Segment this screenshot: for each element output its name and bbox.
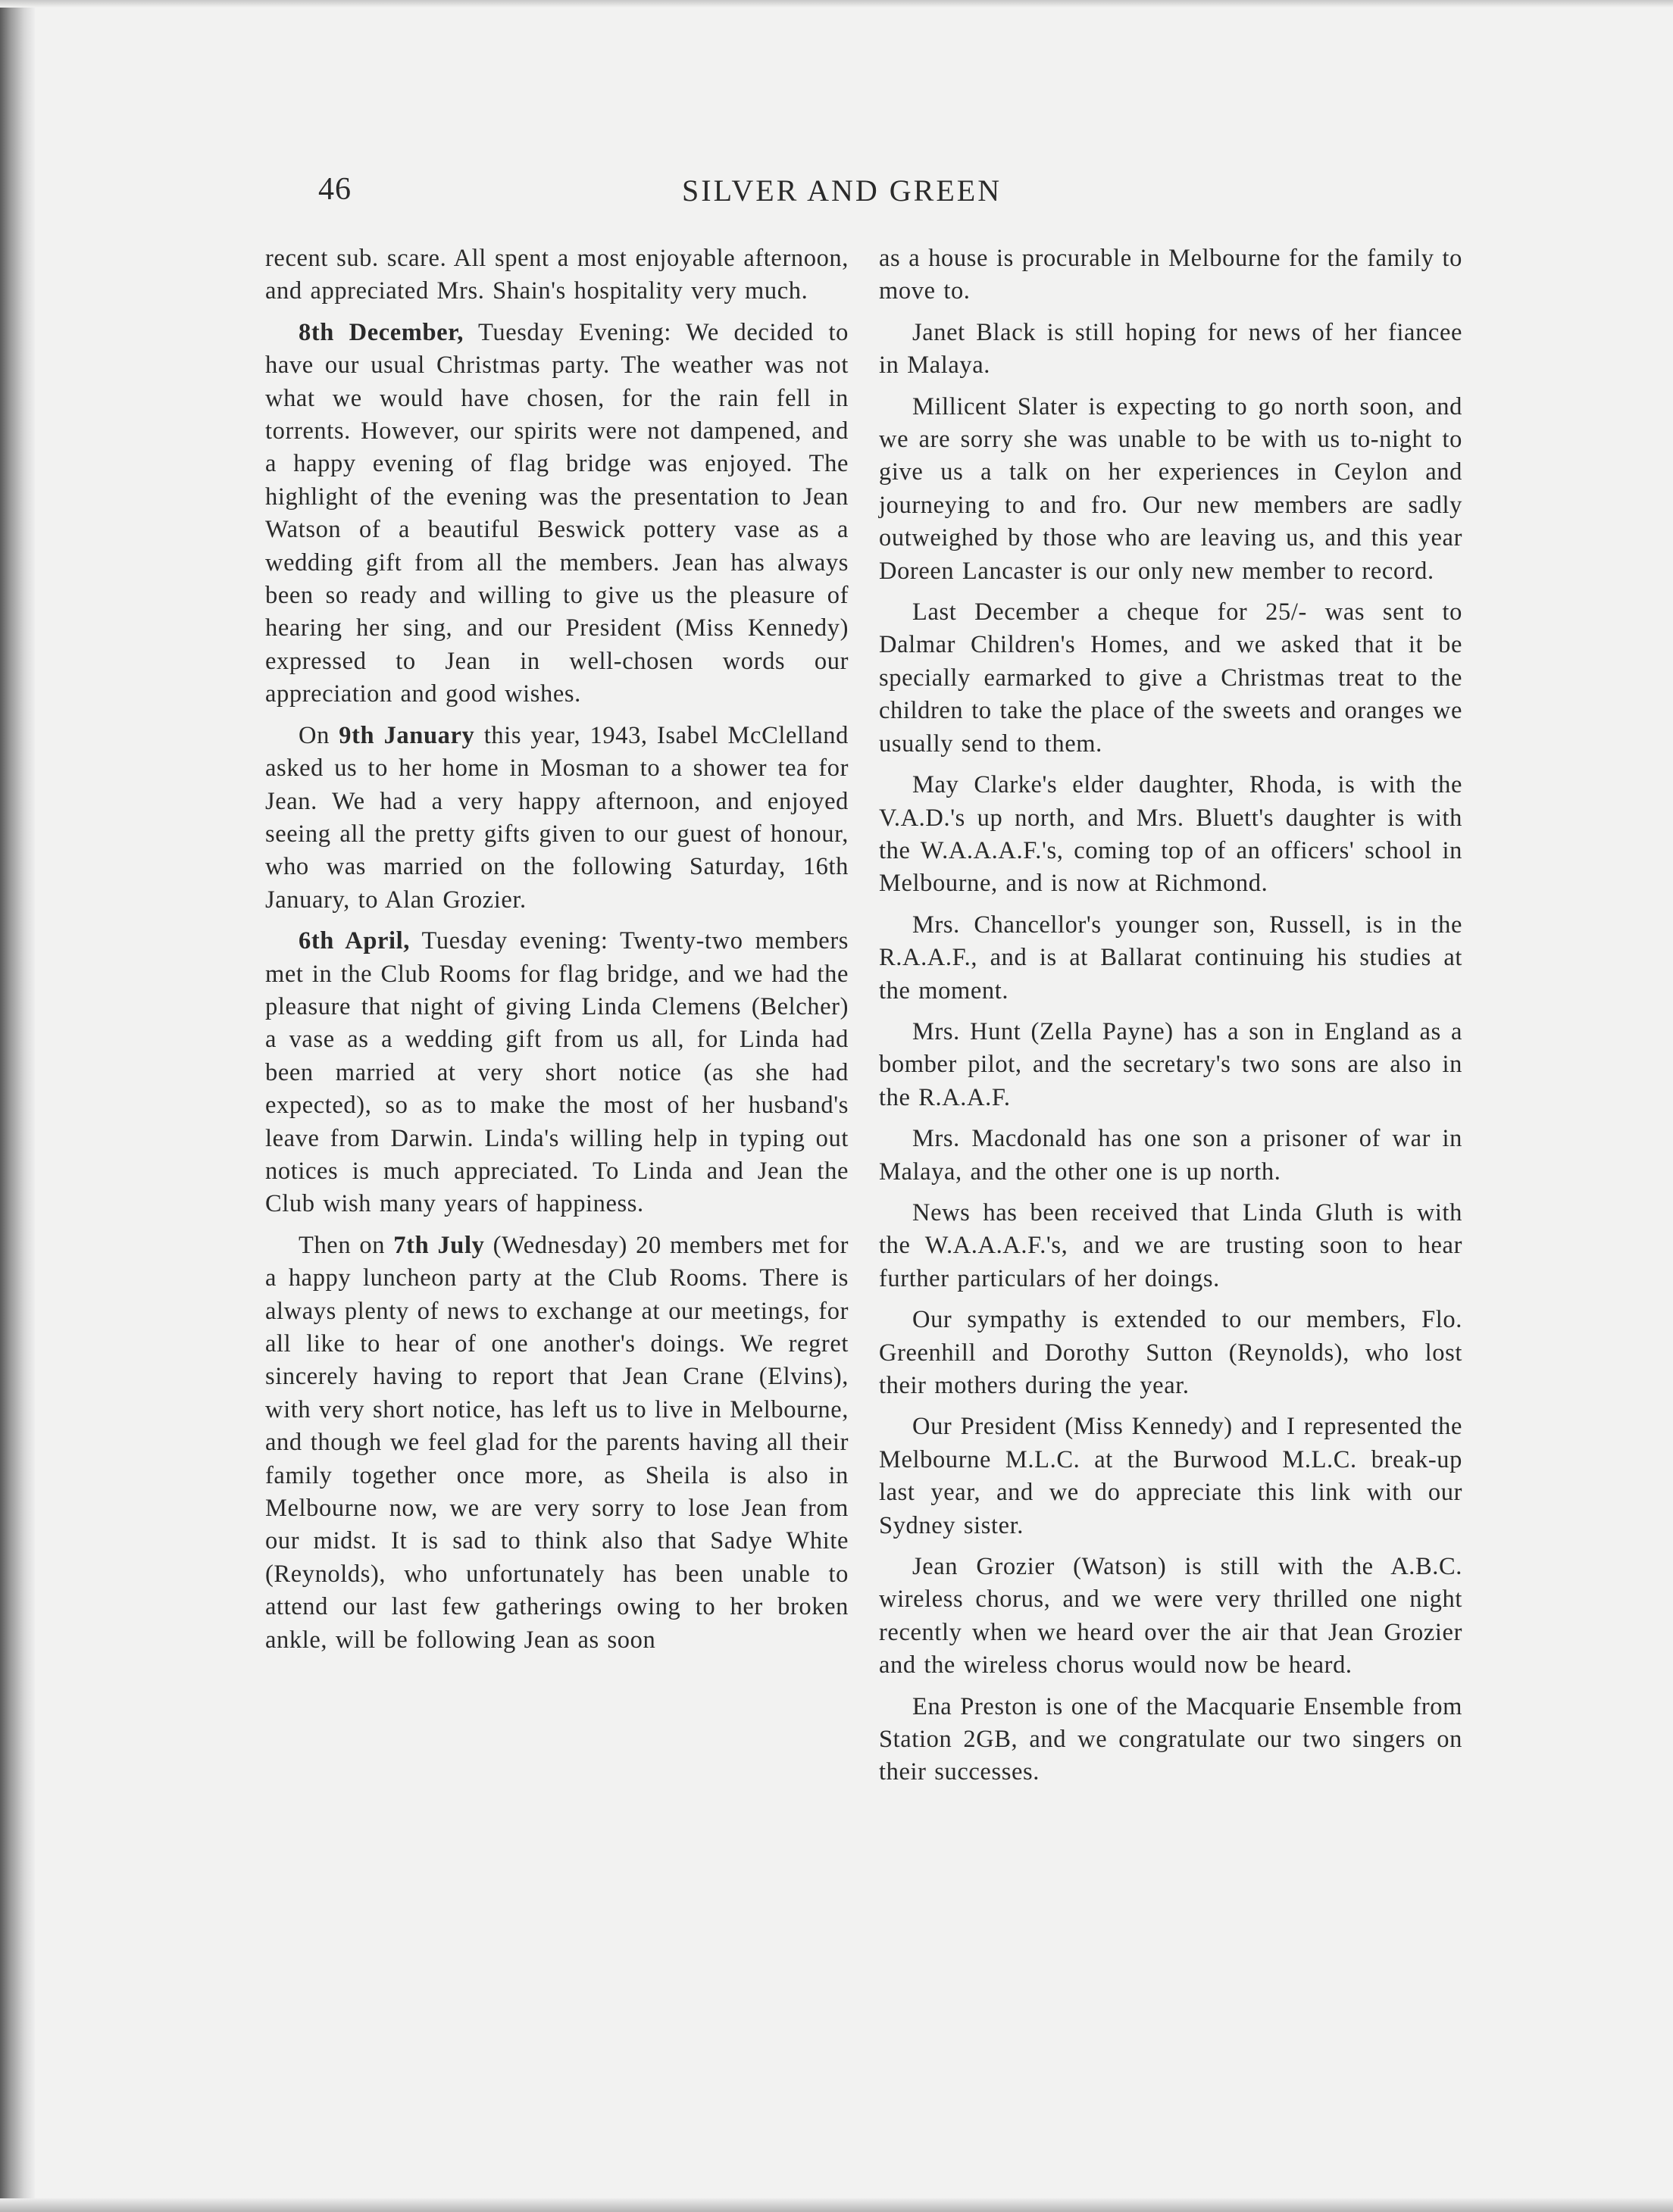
paragraph-7th-july <box>265 1229 849 1657</box>
paragraph-text: this year, 1943, Isabel McClelland asked us to her home in Mosman to a shower tea for Jean. We had a very happy afternoon, and enjoyed seeing all the pretty gifts given to our guest of honour, who was married on the following Saturday, 16th January, to Alan Grozier. <box>265 721 849 914</box>
paragraph-8th-december <box>265 317 849 711</box>
paragraph-mrs-hunt: Mrs. Hunt (Zella Payne) has a son in England as a bomber pilot, and the secretary's two sons are also in the R.A.A.F. <box>879 1017 1462 1111</box>
paragraph-text: Tuesday Evening: We decided to have our usual Christmas party. The weather was not what we would have chosen, for the rain fell in torrents. However, our spirits were not dampened, and a happy evening of flag bridge was enjoyed. The highlight of the evening was the presentation to Jean Watson of a beautiful Beswick pottery vase as a wedding gift from all the members. Jean has always been so ready and willing to give us the pleasure of hearing her sing, and our President (Miss Kennedy) expressed to Jean in well-chosen words our appreciation and good wishes. <box>265 318 849 708</box>
page-header <box>318 171 1500 217</box>
paragraph-jean-grozier: Jean Grozier (Watson) is still with the A.B.C. wireless chorus, and we were very thrilled one night recently when we heard over the air that Jean Grozier and the wireless chorus would now be heard. <box>879 1553 1462 1679</box>
page-binding-shadow <box>0 0 35 2212</box>
paragraph-janet-black: Janet Black is still hoping for news of her fiancee in Malaya. <box>879 318 1462 380</box>
paragraph-ena-preston: Ena Preston is one of the Macquarie Ensemble from Station 2GB, and we congratulate our two singers on their successes. <box>879 1692 1462 1786</box>
date-9th-january: 9th January <box>339 721 475 749</box>
paragraph-prefix: Then on <box>299 1231 394 1259</box>
paragraph-linda-gluth: News has been received that Linda Gluth is with the W.A.A.A.F.'s, and we are trusting soon to hear further particulars of her doings. <box>879 1198 1462 1292</box>
paragraph-6th-april <box>265 925 849 1221</box>
paragraph-text: (Wednesday) 20 members met for a happy luncheon party at the Club Rooms. There is always plenty of news to exchange at our meetings, for all like to hear of one another's doings. We regret sincerely having to report that Jean Crane (Elvins), with very short notice, has left us to live in Melbourne, and though we feel glad for the parents having all their family together once more, as Sheila is also in Melbourne now, we are very sorry to lose Jean from our midst. It is sad to think also that Sadye White (Reynolds), who unfortunately has been unable to attend our last few gatherings owing to her broken ankle, will be following Jean as soon <box>265 1231 849 1654</box>
page-bottom-edge <box>0 2198 1673 2212</box>
paragraph-mrs-chancellor: Mrs. Chancellor's younger son, Russell, is in the R.A.A.F., and is at Ballarat continuing his studies at the moment. <box>879 911 1462 1004</box>
right-column <box>879 242 1462 1798</box>
left-column <box>265 242 849 1665</box>
paragraph-may-clarke: May Clarke's elder daughter, Rhoda, is with the V.A.D.'s up north, and Mrs. Bluett's daughter is with the W.A.A.A.F.'s, coming top of an officers' school in Melbourne, and is now at Richmond. <box>879 771 1462 898</box>
paragraph-millicent-slater: Millicent Slater is expecting to go north soon, and we are sorry she was unable to be with us to-night to give us a talk on her experiences in Ceylon and journeying to and fro. Our new members are sadly outweighed by those who are leaving us, and this year Doreen Lancaster is our only new member to record. <box>879 392 1462 585</box>
date-7th-july: 7th July <box>393 1231 485 1259</box>
paragraph-9th-january <box>265 720 849 917</box>
page-top-edge <box>0 0 1673 8</box>
paragraph-sub-scare: recent sub. scare. All spent a most enjoyable afternoon, and appreciated Mrs. Shain's hospitality very much. <box>265 245 849 305</box>
paragraph-house-melbourne: as a house is procurable in Melbourne for the family to move to. <box>879 245 1462 305</box>
running-title: SILVER AND GREEN <box>682 173 1002 208</box>
page-number: 46 <box>318 172 352 207</box>
paragraph-president: Our President (Miss Kennedy) and I represented the Melbourne M.L.C. at the Burwood M.L.C. break-up last year, and we do appreciate this link with our Sydney sister. <box>879 1413 1462 1539</box>
paragraph-cheque: Last December a cheque for 25/- was sent to Dalmar Children's Homes, and we asked that it be specially earmarked to give a Christmas treat to the children to take the place of the sweets and oranges we usually send to them. <box>879 598 1462 758</box>
paragraph-mrs-macdonald: Mrs. Macdonald has one son a prisoner of war in Malaya, and the other one is up north. <box>879 1125 1462 1186</box>
paragraph-prefix: On <box>299 721 339 749</box>
paragraph-text: Tuesday evening: Twenty-two members met in the Club Rooms for flag bridge, and we had the pleasure that night of giving Linda Clemens (Belcher) a vase as a wedding gift from us all, for Linda had been married at very short notice (as she had expected), so as to make the most of her husband's leave from Darwin. Linda's willing help in typing out notices is much appreciated. To Linda and Jean the Club wish many years of happiness. <box>265 927 849 1218</box>
date-6th-april: 6th April, <box>299 927 411 955</box>
paragraph-sympathy: Our sympathy is extended to our members, Flo. Greenhill and Dorothy Sutton (Reynolds), who lost their mothers during the year. <box>879 1306 1462 1399</box>
date-8th-december: 8th December, <box>299 318 464 346</box>
